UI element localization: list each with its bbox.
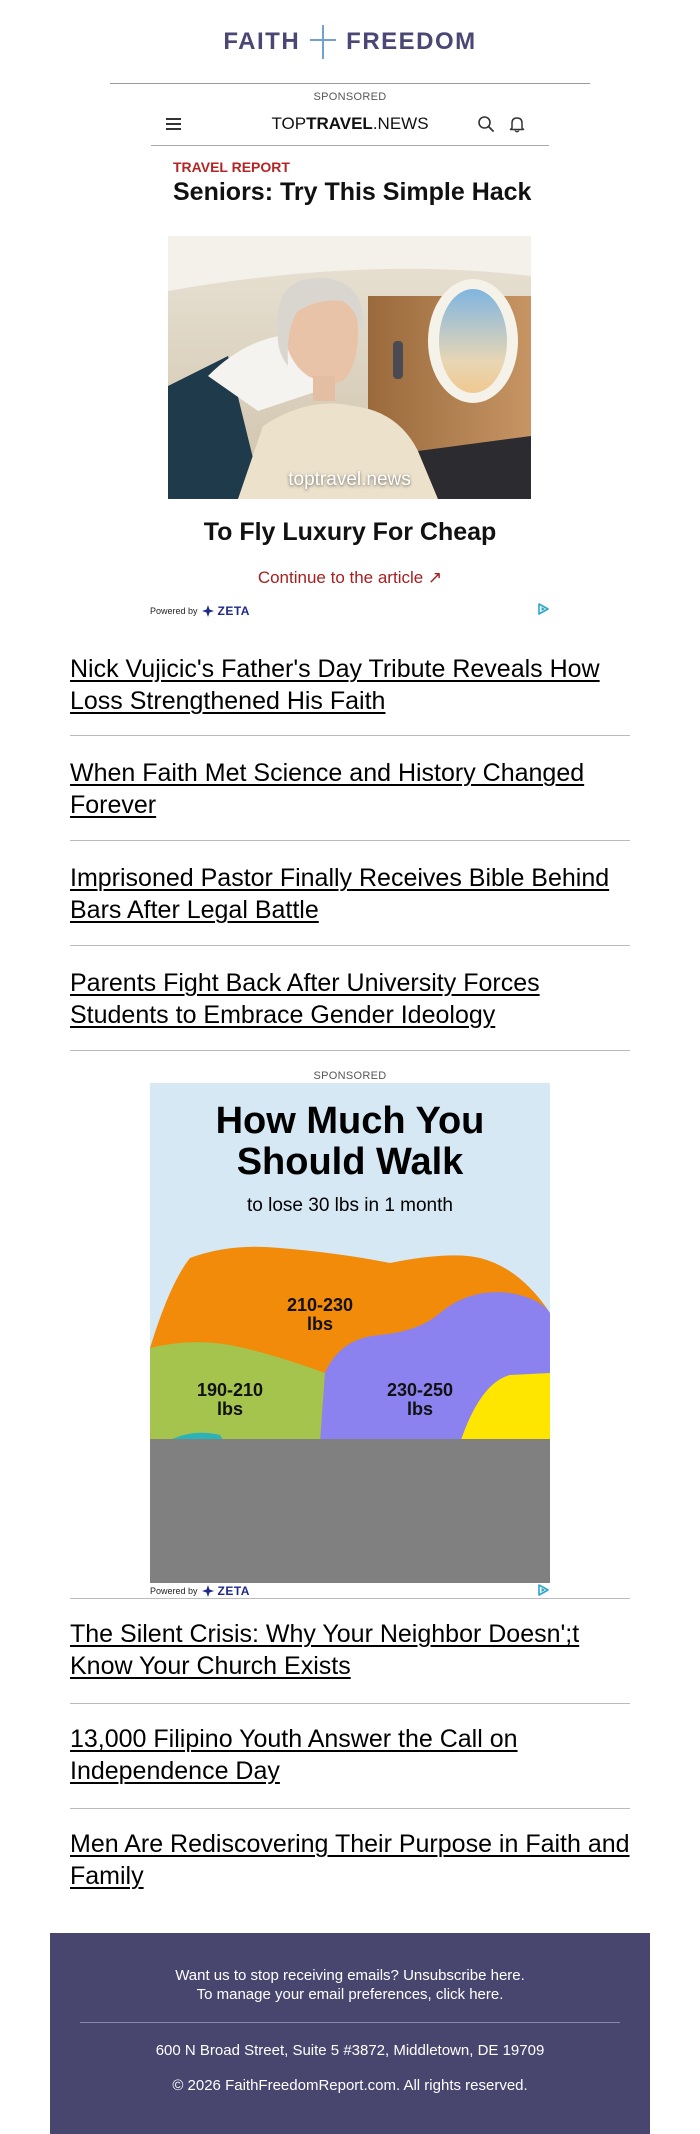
search-icon[interactable] (477, 115, 495, 133)
unsubscribe-link[interactable]: Want us to stop receiving emails? Unsubscribe here. (175, 1967, 525, 1984)
footer-copyright: © 2026 FaithFreedomReport.com. All rights reserved. (172, 2077, 528, 2094)
ad-choices-icon[interactable] (537, 1584, 549, 1596)
ad2-title: How Much You Should Walk (215, 1100, 485, 1183)
weight-label-230-250: 230-250 lbs (386, 1380, 454, 1419)
powered-by-text: Powered by (150, 606, 198, 616)
article-divider (70, 1808, 630, 1809)
ad-choices-icon[interactable] (537, 603, 549, 615)
zeta-text: ZETA (217, 1584, 250, 1598)
header-divider (110, 83, 590, 84)
weight-label-190-210: 190-210 lbs (196, 1380, 264, 1419)
brand-logo[interactable] (0, 22, 700, 62)
article-link[interactable]: Men Are Rediscovering Their Purpose in Faith and Family (70, 1830, 630, 1890)
walk-weight-ad[interactable] (150, 1083, 550, 1583)
ad-navbar (151, 112, 549, 138)
ad2-subtitle: to lose 30 lbs in 1 month (247, 1195, 453, 1216)
article-link[interactable]: Parents Fight Back After University Forces Students to Embrace Gender Ideology (70, 969, 540, 1029)
article-divider (70, 735, 630, 736)
article-divider (70, 945, 630, 946)
article-link[interactable]: Imprisoned Pastor Finally Receives Bible Behind Bars After Legal Battle (70, 864, 610, 924)
bell-icon[interactable] (508, 115, 526, 133)
cross-icon (310, 25, 336, 59)
ad-navbar-divider (151, 145, 549, 146)
sponsored-label: SPONSORED (313, 1070, 387, 1082)
footer-address: 600 N Broad Street, Suite 5 #3872, Middletown, DE 19709 (155, 2042, 545, 2059)
powered-by-zeta[interactable] (150, 604, 250, 618)
ad-subheadline[interactable]: To Fly Luxury For Cheap (203, 518, 497, 546)
article-link[interactable]: When Faith Met Science and History Changed Forever (70, 759, 585, 819)
ad2-gray-block (150, 1439, 550, 1583)
ad-kicker: TRAVEL REPORT (173, 159, 290, 175)
brand-word-left: FAITH (223, 28, 301, 55)
article-divider (70, 1598, 630, 1599)
ad-photo-caption: toptravel.news (288, 469, 411, 490)
ad-photo[interactable] (168, 236, 531, 499)
powered-by-zeta[interactable] (150, 1584, 250, 1598)
article-link[interactable]: The Silent Crisis: Why Your Neighbor Doesn';t Know Your Church Exists (70, 1620, 580, 1680)
ad-headline[interactable]: Seniors: Try This Simple Hack (173, 178, 532, 206)
brand-word-right: FREEDOM (346, 28, 477, 55)
ad-site-logo[interactable]: TOPTRAVEL.NEWS (271, 114, 429, 133)
preferences-link[interactable]: To manage your email preferences, click here. (196, 1986, 504, 2003)
continue-article-link[interactable]: Continue to the article ↗ (257, 568, 443, 587)
article-divider (70, 1703, 630, 1704)
zeta-logo-icon (202, 1585, 214, 1597)
powered-by-text: Powered by (150, 1586, 198, 1596)
article-link[interactable]: 13,000 Filipino Youth Answer the Call on Independence Day (70, 1725, 518, 1785)
article-link[interactable]: Nick Vujicic's Father's Day Tribute Reveals How Loss Strengthened His Faith (70, 655, 600, 715)
email-footer (50, 1933, 650, 2134)
zeta-text: ZETA (217, 604, 250, 618)
weight-label-210-230: 210-230 lbs (286, 1295, 354, 1334)
article-divider (70, 1050, 630, 1051)
zeta-logo-icon (202, 605, 214, 617)
article-divider (70, 840, 630, 841)
sponsored-label: SPONSORED (313, 91, 387, 103)
footer-divider (80, 2022, 620, 2023)
ad-photo-illustration (168, 236, 531, 499)
